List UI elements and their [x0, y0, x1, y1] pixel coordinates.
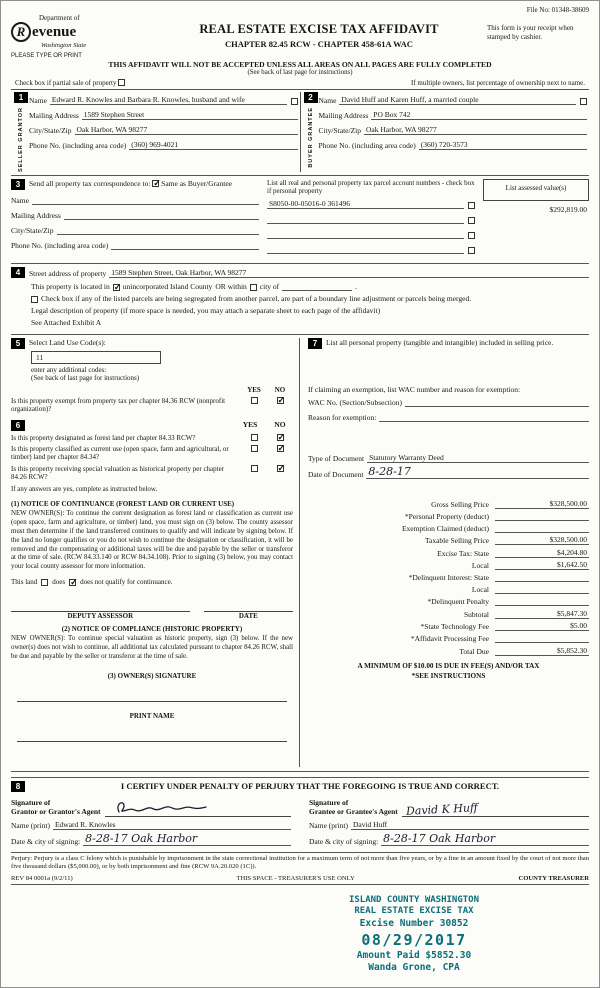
delinquent-interest-state[interactable] [495, 573, 589, 583]
grantee-date-city-field[interactable]: 8-28-17 Oak Harbor [381, 832, 589, 846]
exemption-label: If claiming an exemption, list WAC number and reason for exemption: [308, 384, 521, 394]
stamp-county-line: ISLAND COUNTY WASHINGTON [348, 894, 480, 905]
segregated-label: Check box if any of the listed parcels are being segregated from another parcel, are part of a boundary line adjustment or parcels being merged. [41, 293, 472, 303]
notice-continuance-title: (1) NOTICE OF CONTINUANCE (FOREST LAND OR CURRENT USE) [11, 500, 235, 509]
perjury-statement: Perjury: Perjury is a class C felony which is punishable by imprisonment in the state correctional institution for a maximum term of not more than five years, or by a fine in an amount fixed by the court of not more than five thousand dollars ($5,000.00), or by both imprisonment and fine (RCW 9A.20.020 (1C)). [11, 852, 589, 872]
doc-date-field[interactable]: 8-28-17 [366, 465, 589, 479]
legal-description-value[interactable]: See Attached Exhibit A [31, 317, 102, 327]
corr-name-field[interactable] [32, 195, 259, 205]
treasurer-stamp [249, 895, 579, 974]
exempt-question: Is this property exempt from property tax per chapter 84.36 RCW (nonprofit organization)? [11, 396, 226, 414]
corr-phone-label: Phone No. (including area code) [11, 240, 109, 250]
section-4: 4 Street address of property 1589 Stephen Street, Oak Harbor, WA 98277 This property is located in ✓ unincorporated Island County OR within city of . Check box if any of the listed parcels are being segregated from another parcel, are part of a boundary line adjustment or parcels being merged. Legal description of property (if more space is needed, you may attach a separate sheet to each page of the affidavit) See Attached Exhibit A [11, 263, 589, 332]
grantor-name-label: Name (print) [11, 820, 50, 830]
buyer-mailing-label: Mailing Address [318, 111, 369, 120]
assessor-date-line[interactable] [204, 602, 293, 612]
stamp-excise-number: Excise Number 30852 [359, 918, 469, 930]
buyer-side-label: BUYER GRANTEE [307, 107, 314, 168]
legal-description-label: Legal description of property (if more space is needed, you may attach a separate sheet to each page of the affidavit) [31, 305, 381, 315]
section-3 [11, 175, 589, 261]
current-use-question: Is this property classified as current use (open space, farm and agricultural, or timber) land per chapter 84.34? [11, 444, 229, 462]
money-label: *Delinquent Penalty [427, 597, 489, 607]
money-label: *Delinquent Interest: State [408, 573, 489, 583]
multiple-owners-note: If multiple owners, list percentage of ownership next to name. [411, 79, 585, 87]
main-columns [11, 334, 589, 772]
parcel-personal-checkbox[interactable] [468, 247, 475, 254]
state-technology-fee[interactable]: $5.00 [495, 621, 589, 631]
street-address-field[interactable]: 1589 Stephen Street, Oak Harbor, WA 98277 [109, 268, 589, 278]
does-not-label: does not qualify for continuance. [80, 578, 173, 587]
grantor-signature [111, 798, 221, 818]
excise-tax-local[interactable]: $1,642.50 [495, 560, 589, 570]
section-7-number: 7 [308, 338, 322, 349]
city-name-field[interactable] [282, 281, 352, 291]
forest-no-checkbox[interactable] [277, 434, 284, 441]
money-label: Exemption Claimed (deduct) [401, 523, 489, 533]
grantor-name-field[interactable]: Edward R. Knowles [53, 820, 291, 830]
parcel-number-field[interactable] [267, 229, 464, 239]
grantor-date-city-field[interactable]: 8-28-17 Oak Harbor [83, 832, 291, 846]
affidavit-processing-fee[interactable] [495, 634, 589, 644]
exempt-no-checkbox[interactable] [277, 397, 284, 404]
please-type-note: PLEASE TYPE OR PRINT [11, 53, 82, 59]
corr-name-label: Name [11, 195, 29, 205]
buyer-name-label: Name [318, 96, 337, 105]
corr-city-label: City/State/Zip [11, 225, 54, 235]
stamp-reet-line: REAL ESTATE EXCISE TAX [354, 906, 474, 917]
reason-exemption-label: Reason for exemption: [308, 412, 377, 422]
street-address-label: Street address of property [29, 268, 107, 278]
section-1-number: 1 [14, 92, 28, 103]
total-due[interactable]: $5,852.30 [495, 646, 589, 656]
grantee-sig-label-2: Grantee or Grantee's Agent [309, 807, 398, 817]
seller-percent-checkbox[interactable] [291, 98, 298, 105]
seller-name-label: Name [29, 96, 47, 105]
money-label: *Affidavit Processing Fee [410, 634, 489, 644]
money-label: *State Technology Fee [420, 622, 489, 632]
form-subtitle: CHAPTER 82.45 RCW - CHAPTER 458-61A WAC [225, 39, 413, 49]
assessed-values-header: List assessed value(s) [483, 179, 589, 201]
minimum-due-note: A MINIMUM OF $10.00 IS DUE IN FEE(S) AND/OR TAX [357, 661, 540, 670]
corr-phone-field[interactable] [111, 240, 259, 250]
partial-sale-label: Check box if partial sale of property [15, 79, 117, 87]
stamp-amount-paid: Amount Paid $5852.30 [356, 950, 472, 962]
city-checkbox[interactable] [250, 284, 257, 291]
no-header-2: NO [274, 419, 286, 429]
exemption-claimed-deduct[interactable] [495, 523, 589, 533]
grantor-sig-label-2: Grantor or Grantor's Agent [11, 807, 101, 817]
parcel-number-field[interactable]: S8050-00-05016-0 361496 [267, 199, 464, 209]
grantor-sig-label-1: Signature of [11, 797, 51, 807]
form-title: REAL ESTATE EXCISE TAX AFFIDAVIT [199, 22, 439, 36]
seller-phone-field[interactable]: (360) 969-4021 [129, 140, 297, 150]
land-use-label: Select Land Use Code(s): [29, 337, 106, 347]
money-label: *Personal Property (deduct) [404, 511, 489, 521]
buyer-mailing-field[interactable]: PO Box 742 [371, 110, 587, 120]
assessed-value: $292,819.00 [549, 204, 587, 214]
seller-name-field[interactable]: Edward R. Knowles and Barbara R. Knowles, husband and wife [50, 95, 287, 105]
buyer-city-field[interactable]: Oak Harbor, WA 98277 [364, 125, 587, 135]
grantor-signature-block [11, 795, 291, 848]
subtotal[interactable]: $5,847.30 [495, 609, 589, 619]
see-back-note-2: (See back of last page for instructions) [31, 373, 140, 382]
money-label: Gross Selling Price [431, 499, 489, 509]
gross-selling-price[interactable]: $328,500.00 [495, 499, 589, 509]
money-label: Local [471, 585, 489, 595]
logo-state-text: Washington State [41, 42, 87, 49]
partial-sale-row [15, 79, 585, 87]
partial-sale-checkbox[interactable] [118, 79, 125, 86]
buyer-phone-field[interactable]: (360) 720-3573 [419, 140, 587, 150]
taxable-selling-price[interactable]: $328,500.00 [495, 535, 589, 545]
see-instructions-note: *SEE INSTRUCTIONS [411, 671, 486, 680]
land-use-code-field[interactable]: 11 [31, 351, 161, 364]
doc-type-label: Type of Document [308, 453, 365, 463]
located-in-label: This property is located in [31, 281, 110, 291]
unincorporated-label: unincorporated Island County [122, 281, 213, 291]
form-header [11, 14, 589, 59]
yes-header: YES [247, 385, 261, 394]
stamp-cashier-name: Wanda Grone, CPA [368, 962, 460, 974]
receipt-note: This form is your receipt when stamped by cashier. [487, 24, 574, 41]
seller-section [11, 92, 300, 172]
owner-signature-line[interactable] [17, 688, 287, 702]
forest-yes-checkbox[interactable] [251, 434, 258, 441]
grantee-date-label: Date & city of signing: [309, 836, 379, 846]
seller-city-label: City/State/Zip [29, 126, 72, 135]
section-2-number: 2 [304, 92, 318, 103]
deputy-assessor-signature-line[interactable] [11, 602, 190, 612]
dor-logo [11, 14, 151, 59]
file-number: File No: 01348-38609 [526, 6, 589, 14]
treasurer-space-label: THIS SPACE - TREASURER'S USE ONLY [236, 874, 355, 882]
grantor-date-label: Date & city of signing: [11, 836, 81, 846]
parties-section [11, 89, 589, 172]
money-label: Taxable Selling Price [424, 536, 489, 546]
city-of-label: city of [259, 281, 280, 291]
seller-phone-label: Phone No. (including area code) [29, 141, 127, 150]
county-treasurer-label: COUNTY TREASURER [518, 874, 589, 882]
reason-exemption-field[interactable] [379, 412, 589, 422]
section-8 [11, 777, 589, 792]
grantor-signature-line[interactable] [105, 795, 291, 817]
does-label: does [52, 578, 66, 587]
grantee-sig-label-1: Signature of [309, 797, 349, 807]
if-yes-note: If any answers are yes, complete as instructed below. [11, 486, 158, 494]
segregated-checkbox[interactable] [31, 296, 38, 303]
additional-codes-label: enter any additional codes: [31, 365, 107, 374]
delinquent-interest-local[interactable] [495, 585, 589, 595]
buyer-name-field[interactable]: David Huff and Karen Huff, a married couple [339, 95, 576, 105]
section-4-number: 4 [11, 267, 25, 278]
same-as-buyer-label: Same as Buyer/Grantee [161, 178, 232, 188]
section-8-number: 8 [11, 781, 25, 792]
seller-city-field[interactable]: Oak Harbor, WA 98277 [75, 125, 298, 135]
personal-property-deduct[interactable] [495, 511, 589, 521]
grantee-signature-line[interactable] [402, 795, 589, 817]
deputy-assessor-label: DEPUTY ASSESSOR [67, 612, 134, 621]
yes-header-2: YES [242, 419, 258, 429]
personal-property-label: List all personal property (tangible and intangible) included in selling price. [326, 337, 554, 347]
parcel-personal-checkbox[interactable] [468, 202, 475, 209]
seller-side-label: SELLER GRANTOR [18, 107, 24, 172]
historic-question: Is this property receiving special valuation as historical property per chapter 84.26 RCW? [11, 464, 225, 482]
does-checkbox[interactable] [41, 579, 48, 586]
buyer-phone-label: Phone No. (including area code) [318, 141, 416, 150]
current-use-yes-checkbox[interactable] [251, 445, 258, 452]
delinquent-penalty[interactable] [495, 597, 589, 607]
forest-land-question: Is this property designated as forest land per chapter 84.33 RCW? [11, 433, 196, 442]
money-label: Subtotal [463, 609, 489, 619]
doc-type-field[interactable]: Statutory Warranty Deed [367, 453, 589, 463]
date-label: DATE [238, 612, 258, 621]
parcel-number-field[interactable] [267, 244, 464, 254]
corr-mailing-field[interactable] [64, 210, 259, 220]
seller-mailing-field[interactable]: 1589 Stephen Street [82, 110, 298, 120]
excise-tax-state[interactable]: $4,204.80 [495, 548, 589, 558]
parcel-number-field[interactable] [267, 214, 464, 224]
seller-mailing-label: Mailing Address [29, 111, 79, 120]
owner-signature-label: (3) OWNER(S) SIGNATURE [107, 671, 197, 680]
corr-city-field[interactable] [57, 225, 260, 235]
current-use-no-checkbox[interactable] [277, 445, 284, 452]
rev-number: REV 84 0001a (9/2/11) [11, 874, 73, 882]
money-label: Local [471, 561, 489, 571]
money-label: Excise Tax: State [437, 548, 489, 558]
notice-compliance-body: NEW OWNER(S): To continue special valuation as historic property, sign (3) below. If the new owner(s) does not wish to continue, all additional tax calculated pursuant to chapter 84.26 RCW, shall be due and payable by the seller or transferor at the time of sale. [11, 635, 293, 660]
wac-no-field[interactable] [405, 397, 589, 407]
grantee-signature-block [309, 795, 589, 848]
same-as-buyer-checkbox[interactable] [152, 180, 159, 187]
buyer-section [300, 92, 590, 172]
exempt-yes-checkbox[interactable] [251, 397, 258, 404]
unincorporated-checkbox[interactable] [113, 284, 120, 291]
notice-compliance-title: (2) NOTICE OF COMPLIANCE (HISTORIC PROPERTY) [61, 625, 243, 634]
buyer-percent-checkbox[interactable] [580, 98, 587, 105]
doc-date-label: Date of Document [308, 469, 364, 479]
corr-mailing-label: Mailing Address [11, 210, 61, 220]
send-correspondence-label: Send all property tax correspondence to: [29, 178, 151, 188]
wac-no-label: WAC No. (Section/Subsection) [308, 397, 402, 407]
revenue-r-icon: R [11, 22, 31, 42]
see-back-note: (See back of last page for instructions) [247, 69, 353, 76]
stamp-date: 08/29/2017 [361, 931, 467, 950]
section-6-number: 6 [11, 420, 25, 431]
or-within-label: OR within [215, 281, 247, 291]
parcel-personal-checkbox[interactable] [468, 217, 475, 224]
historic-no-checkbox[interactable] [277, 465, 284, 472]
money-label: Total Due [459, 646, 489, 656]
section-3-number: 3 [11, 179, 25, 190]
buyer-city-label: City/State/Zip [318, 126, 361, 135]
print-name-line[interactable] [17, 728, 287, 742]
no-header: NO [274, 385, 286, 394]
grantee-name-field[interactable]: David Huff [351, 820, 589, 830]
section-5-number: 5 [11, 338, 25, 349]
print-name-label: PRINT NAME [129, 711, 175, 720]
notice-continuance-body: NEW OWNER(S): To continue the current designation as forest land or classification as current use (open space, farm and agriculture, or timber) land, you must sign on (3) below. The county assessor must then determine if the land transferred continues to qualify and will indicate by signing below. If the land no longer qualifies or you do not wish to continue the designation or classification, it will be removed and the compensating or additional taxes will be due and payable by the seller or transferor at the time of sale. (RCW 84.33.140 or RCW 84.34.108). Prior to signing (3) below, you may contact your local county assessor for more information. [11, 510, 293, 571]
does-not-checkbox[interactable] [69, 579, 76, 586]
logo-dept-text: Department of [39, 14, 80, 22]
certify-statement: I CERTIFY UNDER PENALTY OF PERJURY THAT THE FOREGOING IS TRUE AND CORRECT. [120, 781, 500, 792]
completion-warning: THIS AFFIDAVIT WILL NOT BE ACCEPTED UNLESS ALL AREAS ON ALL PAGES ARE FULLY COMPLETED [108, 60, 492, 69]
grantee-name-label: Name (print) [309, 820, 348, 830]
parcel-personal-checkbox[interactable] [468, 232, 475, 239]
logo-revenue-text: evenue [32, 23, 77, 40]
grantee-signature: David K Huff [405, 800, 478, 818]
this-land-label: This land [11, 578, 38, 587]
footer-row [11, 875, 589, 885]
parcel-list-header: List all real and personal property tax parcel account numbers - check box if personal property [267, 178, 475, 196]
historic-yes-checkbox[interactable] [251, 465, 258, 472]
